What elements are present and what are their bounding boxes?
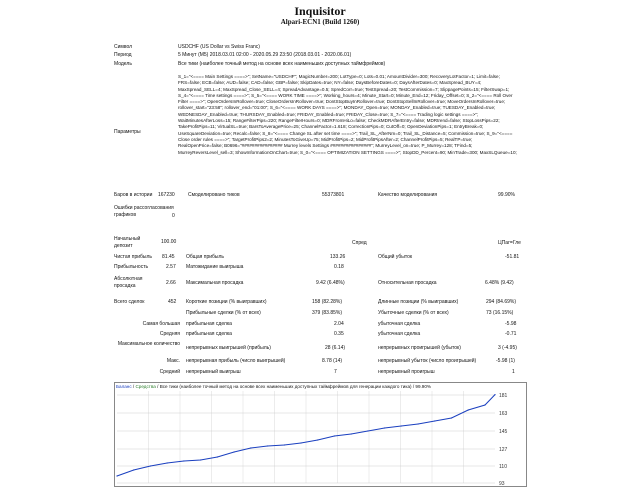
ticks-label: Смоделировано тиков xyxy=(188,192,240,198)
y-tick-label: 110 xyxy=(499,464,507,470)
info-value-period: 5 Минут (M5) 2018.03.01 02:00 - 2020.05.29 23:50 (2018.03.01 - 2020.06.01) xyxy=(178,52,352,58)
spread-value: ЦПаг=Гле xyxy=(498,240,521,246)
gross-profit-label: Общая прибыль xyxy=(186,254,225,260)
profit-trades-label: Прибыльные сделки (% от всех) xyxy=(186,310,261,316)
max-drawdown-label: Максимальная просадка xyxy=(186,280,244,286)
net-profit-value: 81.45 xyxy=(162,254,175,260)
balance-point xyxy=(284,444,285,445)
balance-point xyxy=(384,427,385,428)
avg-consec-wins-label: непрерывный выигрыш xyxy=(186,369,241,375)
largest-loss-label: убыточная сделка xyxy=(378,321,421,327)
info-label-period: Период xyxy=(114,52,132,58)
balance-point xyxy=(250,447,251,448)
balance-point xyxy=(494,394,495,395)
info-value-symbol: USDCHF (US Dollar vs Swiss Franc) xyxy=(178,44,260,50)
balance-point xyxy=(183,460,184,461)
largest-label: Самая большая xyxy=(142,321,180,327)
balance-point xyxy=(484,404,485,405)
total-trades-value: 452 xyxy=(168,299,177,305)
abs-drawdown-value: 2.66 xyxy=(166,280,176,286)
balance-point xyxy=(401,425,402,426)
parameters-text: S_1="<==== Main Settings ====>"; SetName="USDCHF"; MagicNumber=200; LotType=0; Lots=0.01; AmountDivider=300; RecoveryLotFactor=1; Limit=false; FRS=false; ECB=false; AUD=false; CAD=false; GBP=false; SkipDates=true; NY=false; DaysBeforeDates=0; DaysAfterDates=0; MaxSpread_BUY=4; MaxSpread_SELL=4; MaxSpread_Close_SELL=4; SpreadAdvantage=0.5; SpredCorr=true; TestSpread=20; TestCommission=7; SlippagePoints=15; FilterSwap=1; S_4="<==== Time settings ====>"; S_5="<==== WORK TIME ====>"; Working_hours=4; Minute_Start=0; Minute_End=12; Friday_Offset=0; S_2="<==== Roll Over Filter ====>"; OpenOrdersInRollover=true; CloseOrdersInRollover=true; DontStopBuyInRollover=true; DontStopSellInRollover=true; MoveOrdersInRollover=true; rollover_start="23:58"; rollover_end="01:00"; S_6="<==== WORK DAYS ====>"; MONDAY_Open=true; MONDAY_Enabled=true; TUESDAY_Enabled=true; WEDNESDAY_Enabled=true; THURSDAY_Enabled=true; FRIDAY_Enabled=true; FRIDAY_Close=true; S_7="<==== Trading logic settings ====>"; WaitMinutesAfterLoss=15; RangeFilterPips=220; RangeFilterHours=0; MDRFromHiLo=false; CheckMDRAfterEntry=false; MDRtrend=false; StopLossPips=22; TakeProfitPips=11; VirtualSL=true; BarsToAveragePrice=25; ChannelFactor=1.618; CorrectionPips=0; CutOff=0; OpenDeviationPips=1; EntryBreak=0; UseSquareDeviation=true; Recalc=false; S_8="<==== Change SL after set time ====>"; Trail_SL_AfterNm=0; Trail_SL_Distance=5; Commission=true; S_9="<==== Close order rules ====>"; TargetProfitPips2=2; MinutesToGiveUp=75; MidProfitPips=2; MidProfitPipsAfter=2; ChannelProfitPips=5; RealTP=true; RealOpenPrice=false; B0696="################ Murrey levels Settings ################"; MurreyLevel_on=true; P_Murrey=128; TFind=5; MurreyReversLevel_sell=3; ShowInformationOnChart=true; S_0="<==== OPTIMIZATION SETTINGS ====>"; StopDD_Percent=90; MinTrade=300; MaxSLQueue=10; xyxy=(178,74,517,155)
profit-factor-value: 2.57 xyxy=(166,264,176,270)
rel-drawdown-value: 6.48% (9.42) xyxy=(485,280,514,286)
net-profit-label: Чистая прибыль xyxy=(114,254,152,260)
abs-drawdown-label: Абсолютная просадка xyxy=(114,276,143,289)
balance-point xyxy=(468,409,469,410)
largest-profit-value: 2.04 xyxy=(334,321,344,327)
info-label-params: Параметры xyxy=(114,129,141,135)
legend-means: Средства xyxy=(135,384,156,389)
avg-consec-losses-value: 1 xyxy=(512,369,515,375)
gross-loss-value: -51.81 xyxy=(505,254,520,260)
avg-consec-wins-value: 7 xyxy=(334,369,337,375)
max-consec-wins-value: 28 (6.14) xyxy=(325,345,346,351)
info-label-model: Модель xyxy=(114,61,132,67)
balance-point xyxy=(233,451,234,452)
y-tick-label: 127 xyxy=(499,447,508,453)
average-label: Средняя xyxy=(159,331,180,337)
balance-point xyxy=(267,445,268,446)
average-loss-value: -0.71 xyxy=(505,331,517,337)
maximal-profit-label: непрерывная прибыль (число выигрышей) xyxy=(186,358,286,364)
max-consec-wins-label: непрерывных выигрышей (прибыль) xyxy=(186,345,271,351)
largest-loss-value: -5.98 xyxy=(505,321,517,327)
profit-factor-label: Прибыльность xyxy=(114,264,149,270)
average-profit-value: 0.35 xyxy=(334,331,344,337)
maximal-loss-value: -5.98 (1) xyxy=(496,358,515,364)
deposit-value: 100.00 xyxy=(161,239,177,245)
avg-consec-losses-label: непрерывный проигрыш xyxy=(378,369,435,375)
info-label-symbol: Символ xyxy=(114,44,133,50)
y-tick-label: 93 xyxy=(499,481,505,486)
legend-quality: 99.90% xyxy=(415,384,431,389)
balance-point xyxy=(200,459,201,460)
errors-label: Ошибки рассогласования графиков xyxy=(114,205,174,218)
balance-point xyxy=(334,435,335,436)
bars-value: 167230 xyxy=(158,192,175,198)
balance-point xyxy=(133,469,134,470)
gross-profit-value: 133.26 xyxy=(330,254,346,260)
short-positions-label: Короткие позиции (% выигравших) xyxy=(186,299,267,305)
report-title: Inquisitor xyxy=(294,4,346,18)
balance-chart xyxy=(114,382,527,487)
long-positions-label: Длинные позиции (% выигравших) xyxy=(378,299,459,305)
quality-value: 99.90% xyxy=(498,192,515,198)
info-value-model: Все тики (наиболее точный метод на основе всех наименьших доступных таймфреймов) xyxy=(178,61,386,67)
max-consec-losses-value: 3 (-4.95) xyxy=(498,345,517,351)
chart-legend: Баланс / Средства / Все тики (наиболее точный метод на основе всех наименьших доступных таймфреймов для генерации каждого тика) / 99.90% xyxy=(116,384,431,389)
expected-payoff-value: 0.18 xyxy=(334,264,344,270)
balance-point xyxy=(434,420,435,421)
y-tick-label: 181 xyxy=(499,393,508,399)
maximal-label: Макс. xyxy=(166,358,180,364)
balance-point xyxy=(451,417,452,418)
largest-profit-label: прибыльная сделка xyxy=(186,321,232,327)
report-subtitle: Alpari-ECN1 (Build 1260) xyxy=(280,18,360,26)
errors-value: 0 xyxy=(172,213,175,219)
average-profit-label: прибыльная сделка xyxy=(186,331,232,337)
loss-trades-label: Убыточные сделки (% от всех) xyxy=(378,310,449,316)
balance-point xyxy=(116,475,117,476)
loss-trades-value: 73 (16.15%) xyxy=(486,310,514,316)
balance-point xyxy=(417,423,418,424)
max-consecutive-label: Максимальное количество xyxy=(117,341,180,347)
average-loss-label: убыточная сделка xyxy=(378,331,421,337)
balance-point xyxy=(351,433,352,434)
y-tick-label: 163 xyxy=(499,411,508,417)
balance-point xyxy=(217,456,218,457)
maximal-profit-value: 8.78 (14) xyxy=(322,358,343,364)
avg-consec-label: Средний xyxy=(159,369,180,375)
report-header xyxy=(0,5,640,27)
deposit-label: Начальный депозит xyxy=(114,236,141,249)
gross-loss-label: Общий убыток xyxy=(378,254,413,260)
max-drawdown-value: 9.42 (6.48%) xyxy=(316,280,345,286)
profit-trades-value: 379 (83.85%) xyxy=(312,310,343,316)
max-consec-losses-label: непрерывных проигрышей (убыток) xyxy=(378,345,461,351)
long-positions-value: 294 (84.69%) xyxy=(486,299,517,305)
spread-label: Спред xyxy=(352,240,367,246)
y-tick-label: 145 xyxy=(499,429,508,435)
expected-payoff-label: Матожидание выигрыша xyxy=(186,264,244,270)
maximal-loss-label: непрерывный убыток (число проигрышей) xyxy=(378,358,477,364)
ticks-value: 55373801 xyxy=(322,192,345,198)
legend-balance: Баланс xyxy=(116,384,132,389)
balance-point xyxy=(167,462,168,463)
short-positions-value: 158 (82.28%) xyxy=(312,299,343,305)
balance-point xyxy=(300,442,301,443)
balance-point xyxy=(367,430,368,431)
rel-drawdown-label: Относительная просадка xyxy=(378,280,437,286)
balance-chart-svg xyxy=(115,383,526,486)
balance-point xyxy=(317,439,318,440)
legend-text: Все тики (наиболее точный метод на основе всех наименьших доступных таймфреймов для генерации каждого тика) xyxy=(159,384,412,389)
total-trades-label: Всего сделок xyxy=(114,299,145,305)
balance-point xyxy=(150,465,151,466)
quality-label: Качество моделирования xyxy=(378,192,438,198)
bars-label: Баров в истории xyxy=(114,192,153,198)
